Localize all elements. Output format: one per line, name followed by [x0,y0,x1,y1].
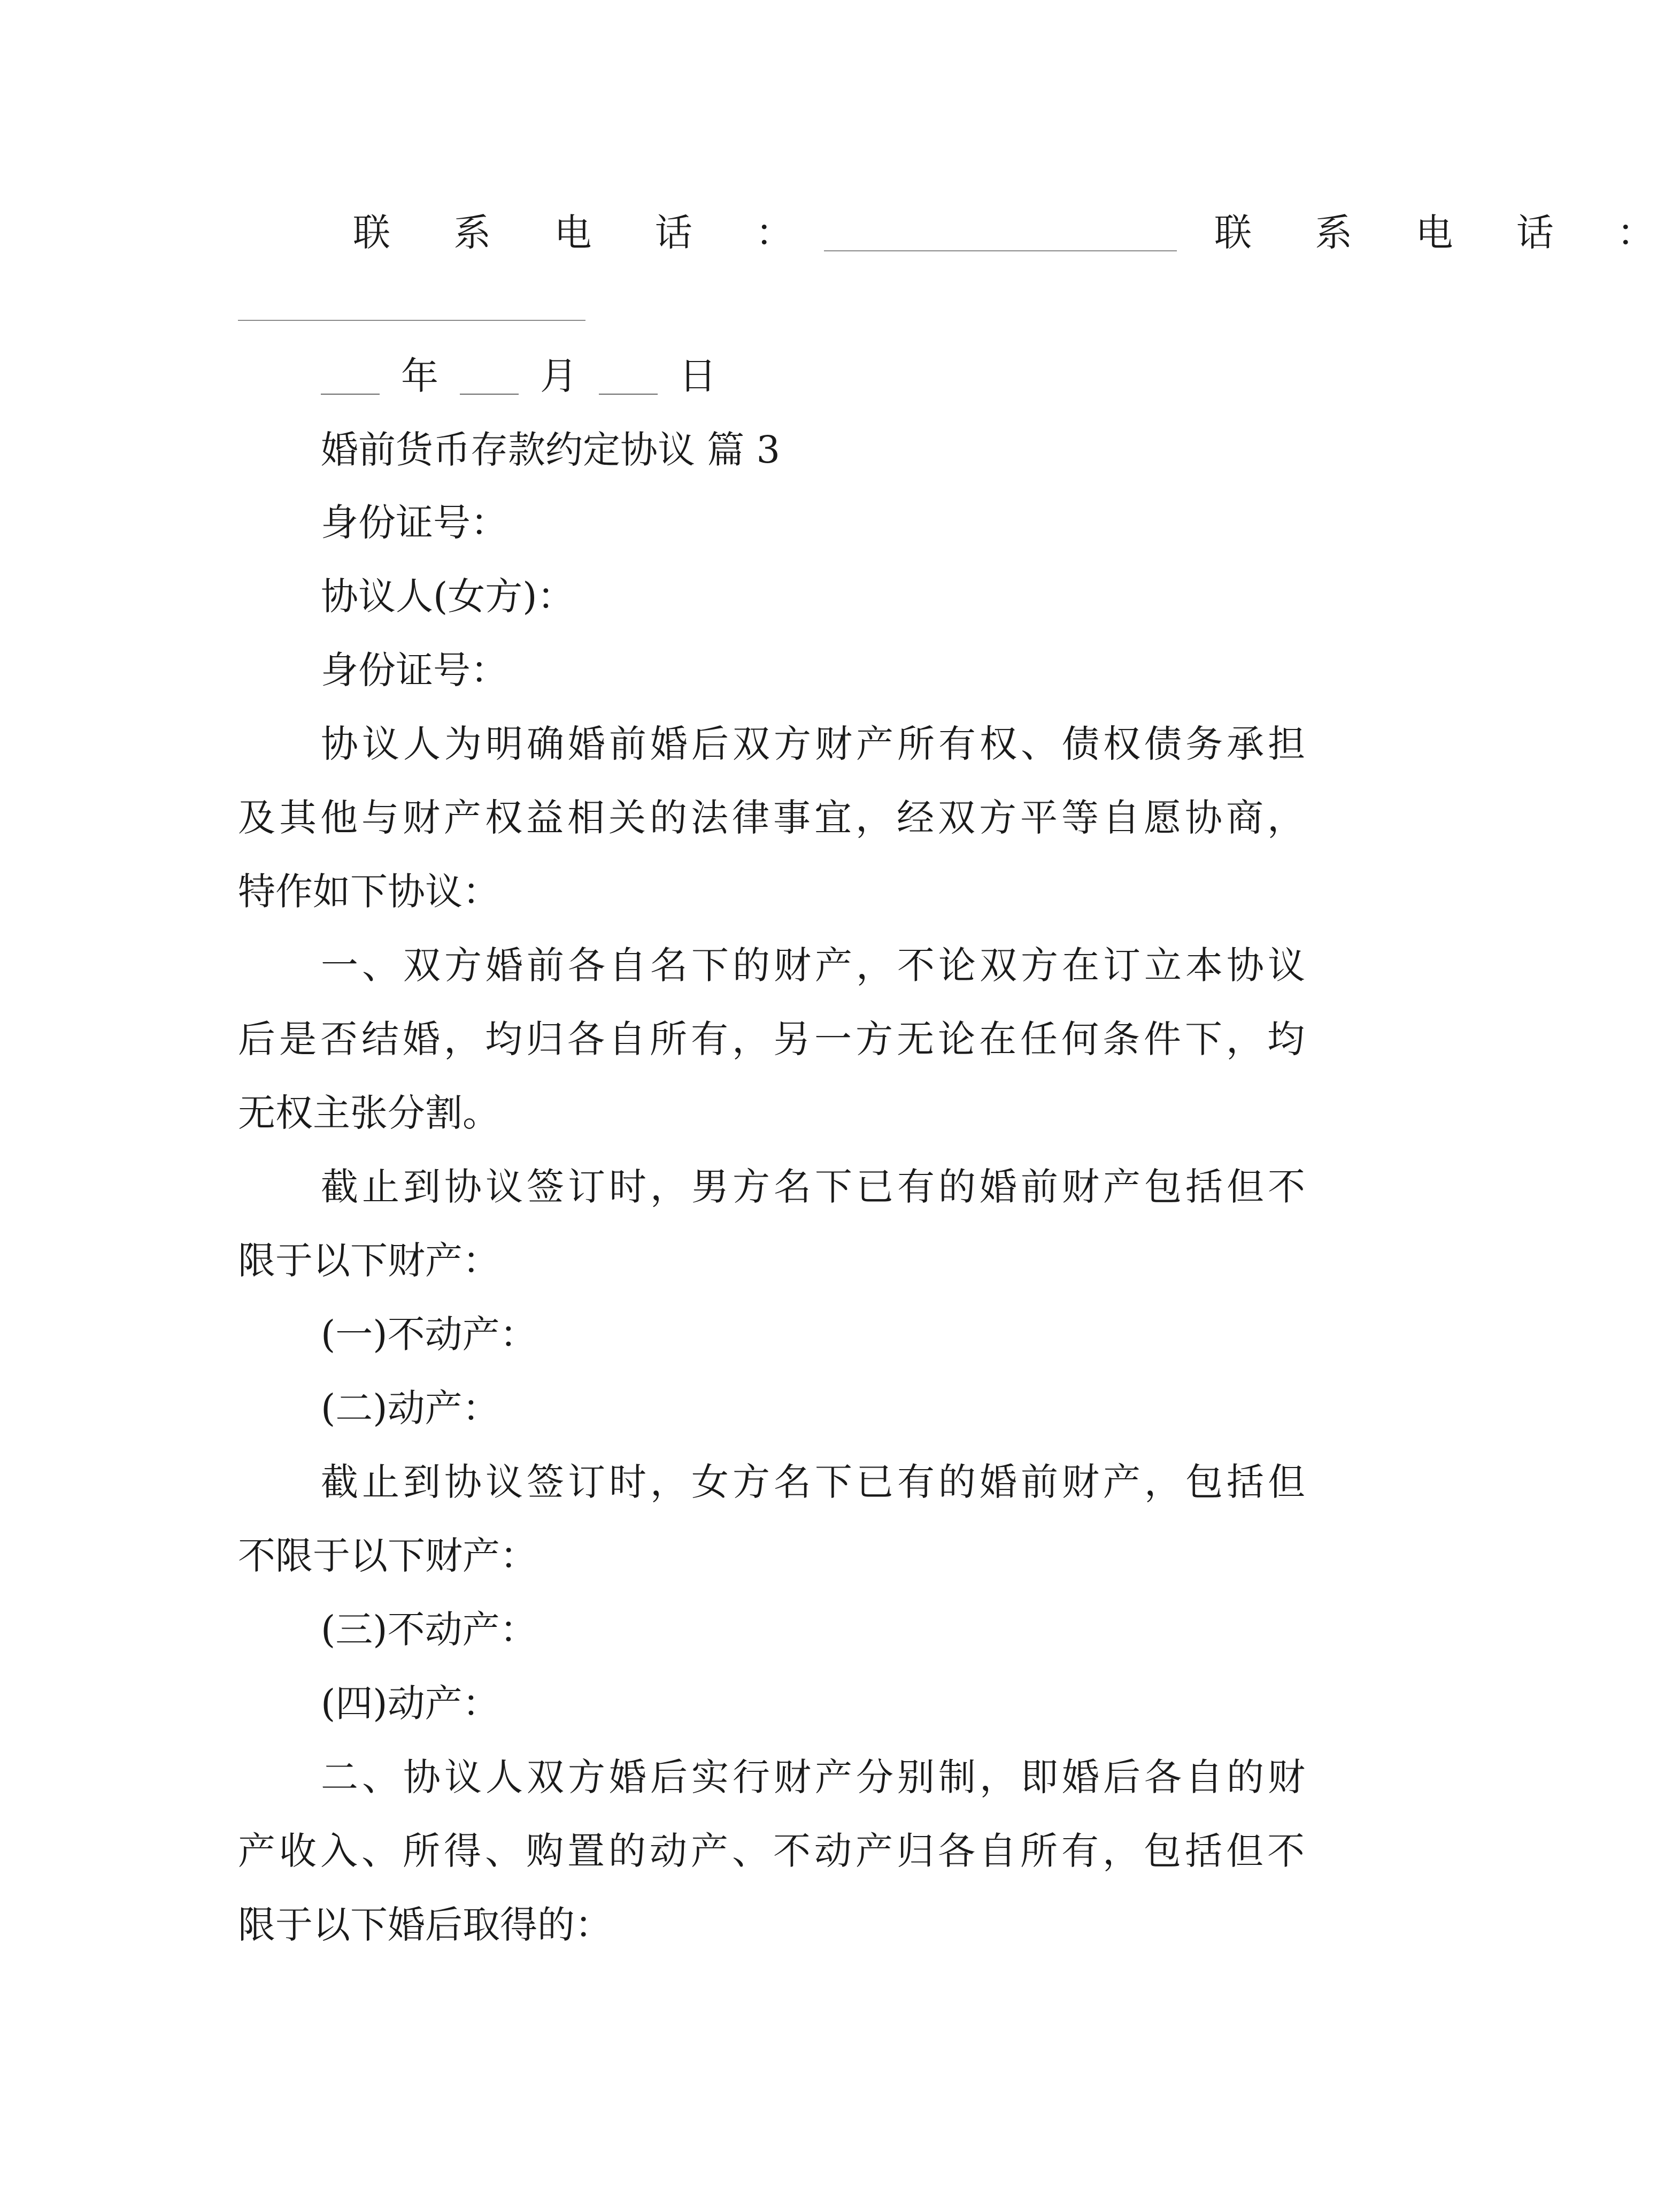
paragraph-preamble-line-3: 特作如下协议： [238,870,500,913]
item-four-movable: (四)动产： [321,1681,500,1725]
item-three-real-estate: (三)不动产： [321,1608,537,1652]
id-number-line-2: 身份证号： [321,648,508,692]
clause-one-line-1: 一、双方婚前各自名下的财产，不论双方在订立本协议 [321,943,1309,987]
contact-phone-blank-2 [238,320,585,321]
clause-one-line-3: 无权主张分割。 [238,1091,500,1135]
paragraph-preamble-line-2: 及其他与财产权益相关的法律事宜，经双方平等自愿协商， [238,796,1308,840]
female-assets-line-1: 截止到协议签订时，女方名下已有的婚前财产，包括但 [321,1460,1309,1504]
section-heading: 婚前货币存款约定协议 篇 3 [321,428,781,472]
month-label: 月 [540,354,577,398]
item-one-real-estate: (一)不动产： [321,1312,537,1356]
year-label: 年 [401,354,438,398]
party-female-line: 协议人(女方)： [321,574,575,618]
clause-two-line-2: 产收入、所得、购置的动产、不动产归各自所有，包括但不 [238,1829,1308,1873]
male-assets-line-2: 限于以下财产： [238,1239,500,1282]
male-assets-line-1: 截止到协议签订时，男方名下已有的婚前财产包括但不 [321,1165,1309,1209]
day-blank [599,358,658,395]
contact-phone-blank-1 [824,213,1177,251]
clause-two-line-3: 限于以下婚后取得的： [238,1903,612,1947]
clause-two-line-1: 二、协议人双方婚后实行财产分别制，即婚后各自的财 [321,1755,1309,1799]
contact-phone-label-2: 联 系 电 话 ： [1214,211,1680,255]
id-number-line-1: 身份证号： [321,501,508,544]
year-blank [321,358,380,395]
month-blank [460,358,519,395]
clause-one-line-2: 后是否结婚，均归各自所有，另一方无论在任何条件下，均 [238,1017,1308,1061]
day-label: 日 [679,354,716,398]
item-two-movable: (二)动产： [321,1386,500,1430]
contact-phone-row [353,211,1680,255]
date-line [321,354,1401,398]
contact-phone-label-1: 联 系 电 话 ： [353,211,819,255]
female-assets-line-2: 不限于以下财产： [238,1534,537,1578]
paragraph-preamble-line-1: 协议人为明确婚前婚后双方财产所有权、债权债务承担 [321,722,1309,766]
